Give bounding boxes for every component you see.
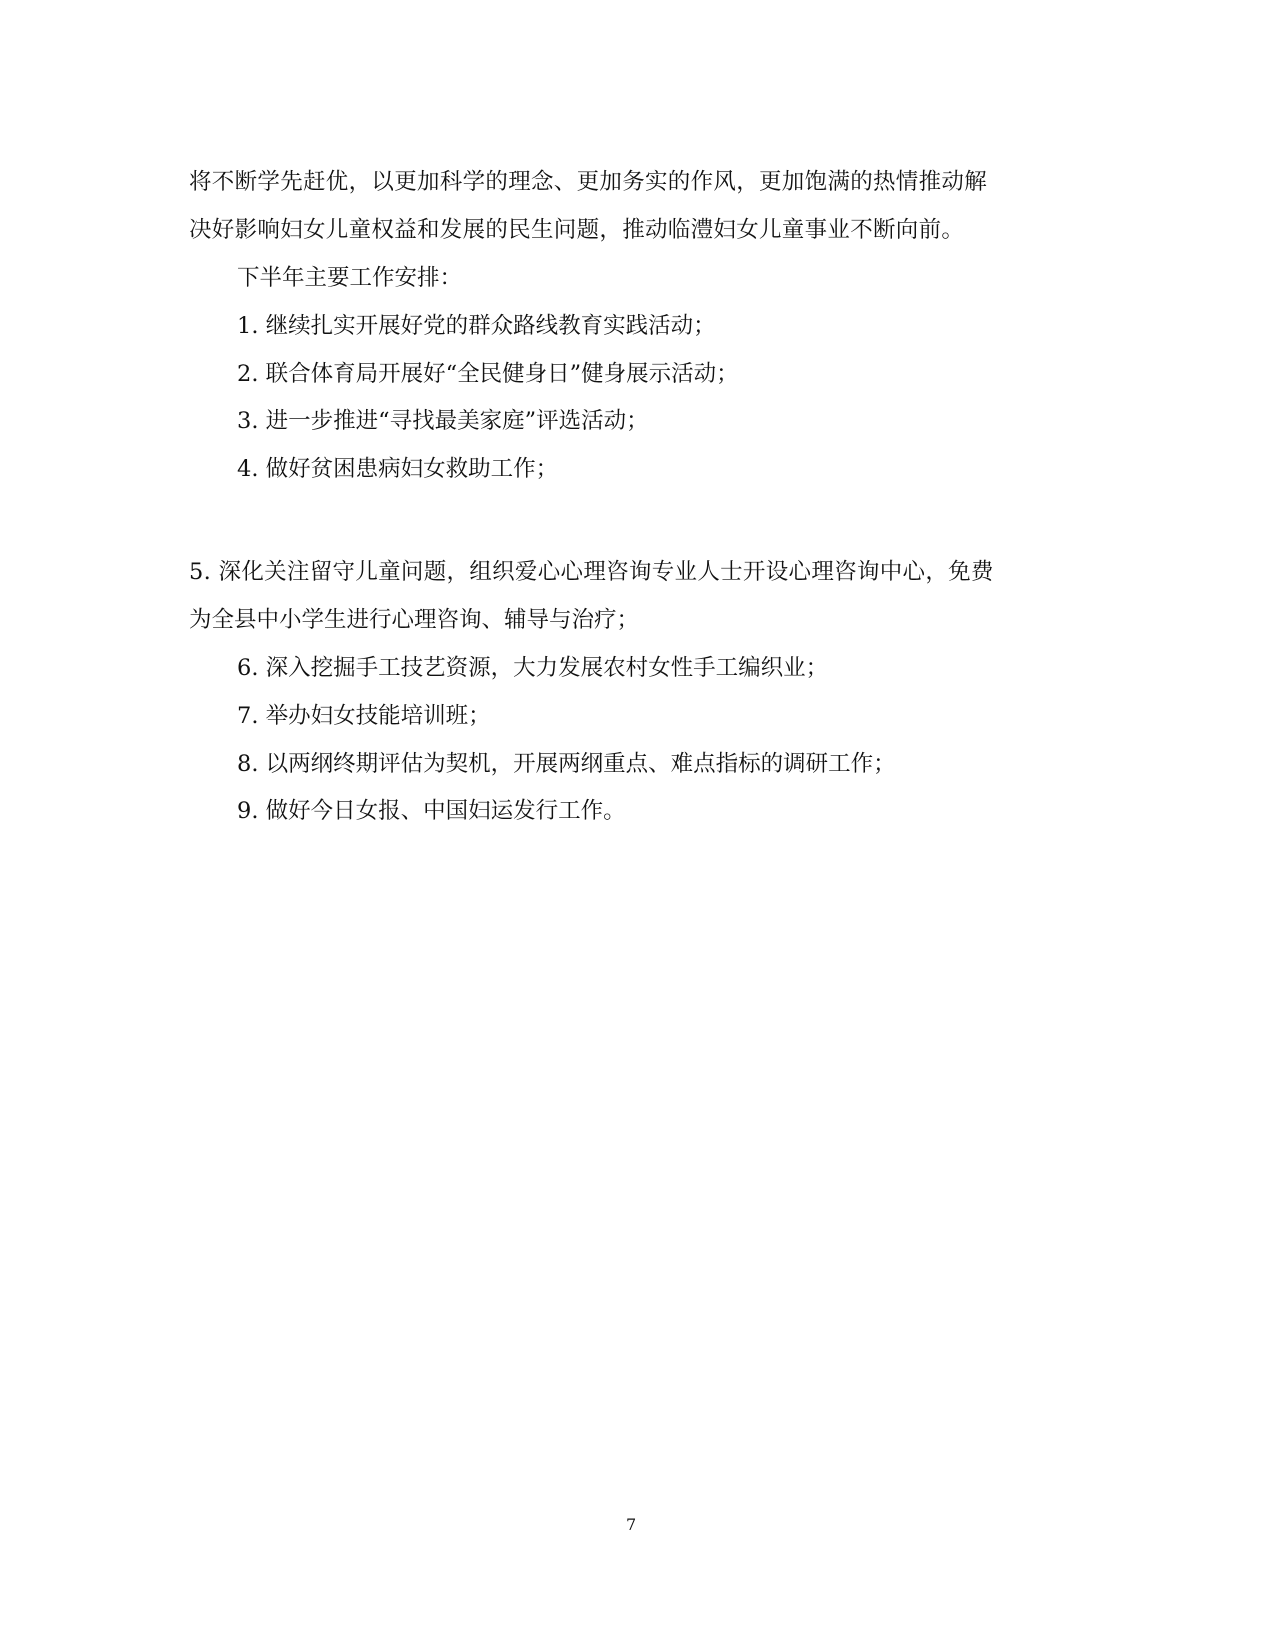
paragraph-line-1: 将不断学先赶优，以更加科学的理念、更加务实的作风，更加饱满的热情推动解 xyxy=(189,169,988,195)
list-item-4: 4. 做好贫困患病妇女救助工作； xyxy=(237,456,559,482)
paragraph-line-2: 决好影响妇女儿童权益和发展的民生问题，推动临澧妇女儿童事业不断向前。 xyxy=(189,217,965,243)
list-item-9: 9. 做好今日女报、中国妇运发行工作。 xyxy=(237,798,626,824)
list-item-3: 3. 进一步推进“寻找最美家庭”评选活动； xyxy=(237,408,649,434)
list-item-7: 7. 举办妇女技能培训班； xyxy=(237,703,491,729)
list-item-8: 8. 以两纲终期评估为契机，开展两纲重点、难点指标的调研工作； xyxy=(237,751,896,777)
list-item-2: 2. 联合体育局开展好“全民健身日”健身展示活动； xyxy=(237,361,739,387)
page-number: 7 xyxy=(626,1515,637,1534)
section-heading: 下半年主要工作安排： xyxy=(237,265,463,291)
list-item-6: 6. 深入挖掘手工技艺资源，大力发展农村女性手工编织业； xyxy=(237,655,829,681)
list-item-1: 1. 继续扎实开展好党的群众路线教育实践活动； xyxy=(237,313,716,339)
list-item-5-line-2: 为全县中小学生进行心理咨询、辅导与治疗； xyxy=(189,607,640,633)
list-item-5-line-1: 5. 深化关注留守儿童问题，组织爱心心理咨询专业人士开设心理咨询中心，免费 xyxy=(189,559,994,585)
